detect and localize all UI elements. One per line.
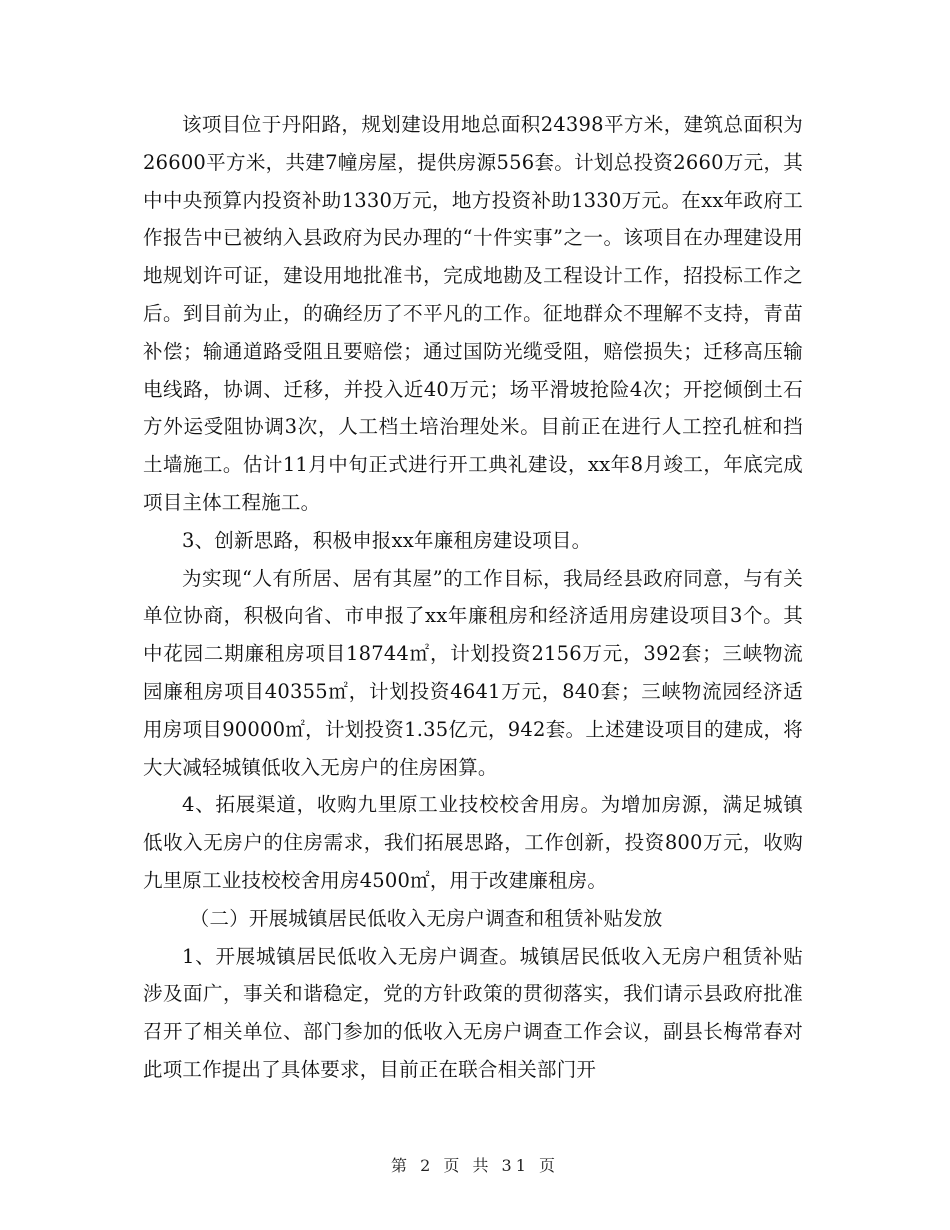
paragraph-heading-innovation: 3、创新思路，积极申报xx年廉租房建设项目。 <box>182 528 592 552</box>
page-footer: 第 2 页 共 31 页 <box>391 1156 559 1175</box>
paragraph-expand-channels: 4、拓展渠道，收购九里原工业技校校舍用房。为增加房源，满足城镇低收入无房户的住房需求，我们拓展思路，工作创新，投资800万元，收购九里原工业技校校舍用房4500㎡，用于改建廉租房。 <box>143 793 803 892</box>
paragraph-survey: 1、开展城镇居民低收入无房户调查。城镇居民低收入无房户租赁补贴涉及面广，事关和谐稳定，党的方针政策的贯彻落实，我们请示县政府批准召开了相关单位、部门参加的低收入无房户调查工作会议，副县长梅常春对此项工作提出了具体要求，目前正在联合相关部门开 <box>143 944 803 1081</box>
body-text <box>143 106 803 1089</box>
paragraph-application-projects: 为实现“人有所居、居有其屋”的工作目标，我局经县政府同意，与有关单位协商，积极向省、市申报了xx年廉租房和经济适用房建设项目3个。其中花园二期廉租房项目18744㎡，计划投资2156万元，392套；三峡物流园廉租房项目40355㎡，计划投资4641万元，840套；三峡物流园经济适用房项目90000㎡，计划投资1.35亿元，942套。上述建设项目的建成，将大大减轻城镇低收入无房户的住房困算。 <box>143 566 803 779</box>
paragraph-project-details: 该项目位于丹阳路，规划建设用地总面积24398平方米，建筑总面积为26600平方米，共建7幢房屋，提供房源556套。计划总投资2660万元，其中中央预算内投资补助1330万元，地方投资补助1330万元。在xx年政府工作报告中已被纳入县政府为民办理的“十件实事”之一。该项目在办理建设用地规划许可证，建设用地批准书，完成地勘及工程设计工作，招投标工作之后。到目前为止，的确经历了不平凡的工作。征地群众不理解不支持，青苗补偿；输通道路受阻且要赔偿；通过国防光缆受阻，赔偿损失；迁移高压输电线路，协调、迁移，并投入近40万元；场平滑坡抢险4次；开挖倾倒土石方外运受阻协调3次，人工档土培治理处米。目前正在进行人工控孔桩和挡土墙施工。估计11月中旬正式进行开工典礼建设，xx年8月竣工，年底完成项目主体工程施工。 <box>143 113 803 514</box>
section-heading-survey-subsidy: （二）开展城镇居民低收入无房户调查和租赁补贴发放 <box>189 906 663 930</box>
